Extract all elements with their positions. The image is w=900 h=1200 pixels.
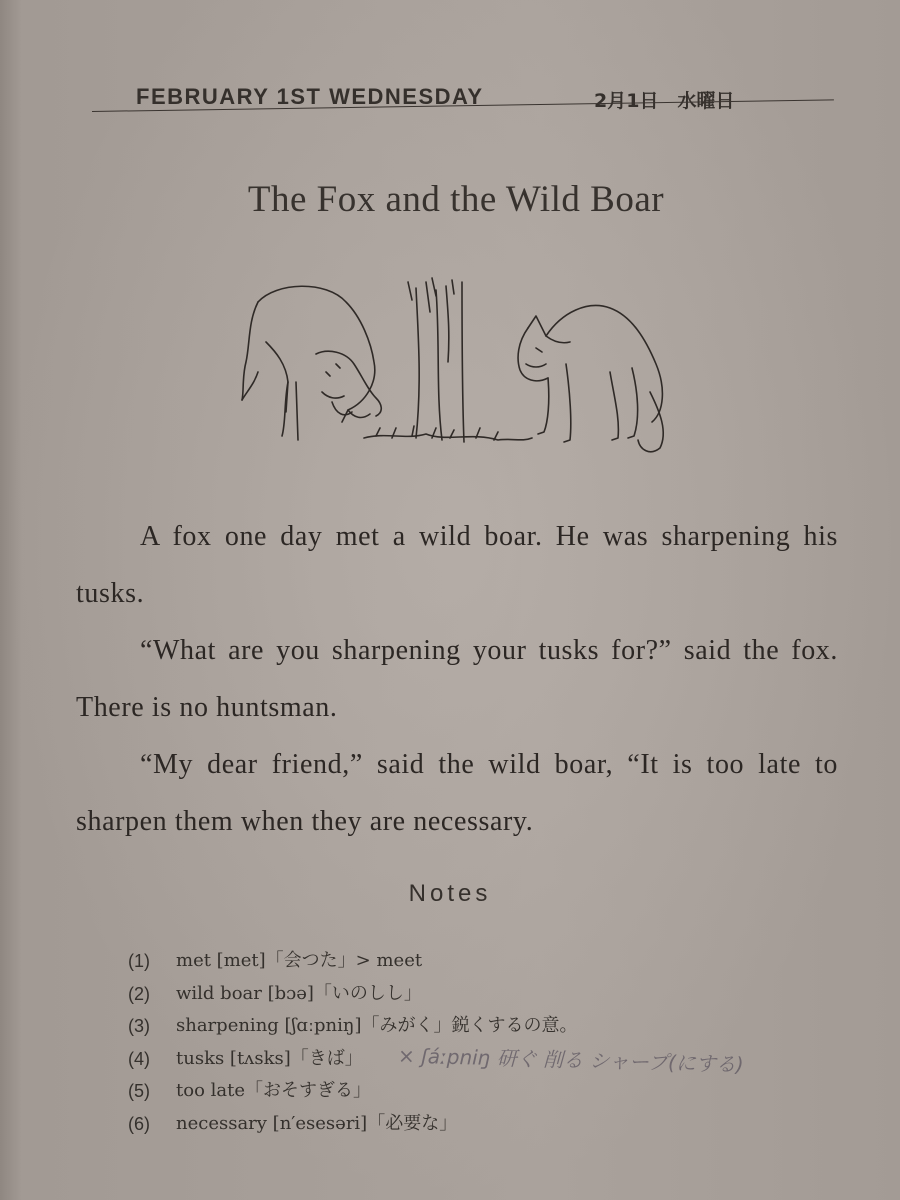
note-text: sharpening [ʃɑːpniŋ]「みがく」鋭くするの意。 [176,1015,578,1036]
story-paragraph-3: “My dear friend,” said the wild boar, “It is too late to sharpen them when they are necessary. [76,749,838,837]
story-title: The Fox and the Wild Boar [247,179,665,220]
note-text: wild boar [bɔə]「いのしし」 [176,982,422,1004]
note-number: (2) [128,983,150,1004]
note-text: necessary [n′esesəri]「必要な」 [176,1112,458,1134]
note-item [128,978,828,1011]
note-text: tusks [tʌsks]「きば」 [176,1047,363,1069]
note-item [128,1010,828,1043]
note-number: (5) [128,1081,150,1101]
notes-heading: Notes [408,880,492,907]
handwritten-annotation: × ʃáːpniŋ 研ぐ 削る シャープ(にする) [397,1043,744,1077]
story-paragraph-1: A fox one day met a wild boar. He was sharpening his tusks. [76,521,838,609]
note-text: met [met]「会つた」> meet [176,950,423,971]
note-number: (3) [128,1016,150,1036]
fox-boar-illustration [236,272,676,468]
story-body [76,508,838,850]
note-item [128,1075,828,1108]
note-item [128,1108,828,1141]
story-paragraph-2: “What are you sharpening your tusks for?” said the fox. There is no huntsman. [76,635,838,723]
note-item [128,945,828,978]
header-date-japanese: 2月1日 水曜日 [594,90,735,112]
note-number: (1) [128,951,150,971]
header-date-english: FEBRUARY 1ST WEDNESDAY [136,84,484,109]
note-text: too late「おそすぎる」 [176,1080,372,1101]
note-number: (4) [128,1048,150,1069]
note-number: (6) [128,1113,150,1134]
